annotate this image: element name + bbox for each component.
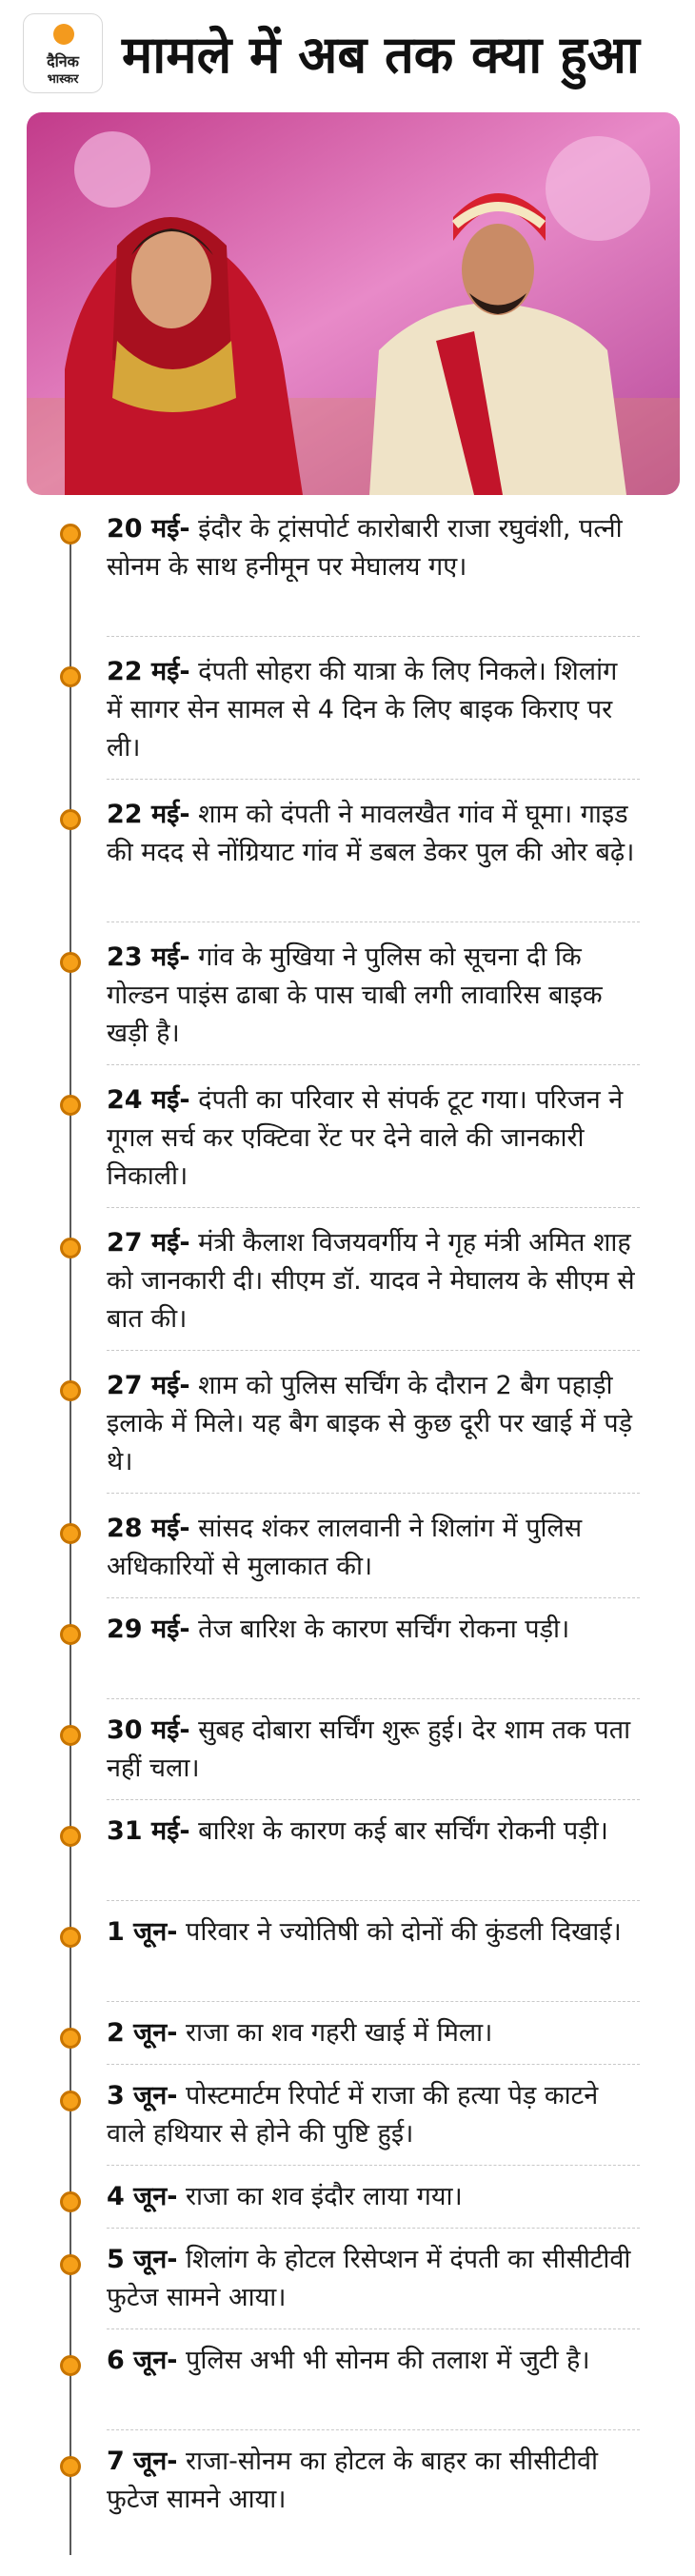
timeline-dot-icon bbox=[60, 1095, 81, 1116]
timeline-line bbox=[70, 537, 71, 2555]
couple-photo bbox=[27, 112, 680, 495]
timeline-dot-icon bbox=[60, 2028, 81, 2049]
sun-icon bbox=[53, 24, 74, 45]
timeline-date: 20 मई- bbox=[107, 514, 190, 544]
timeline-separator bbox=[107, 779, 640, 780]
logo-text-line2: भास्कर bbox=[47, 72, 79, 87]
timeline-dot-icon bbox=[60, 1523, 81, 1544]
timeline-date: 24 मई- bbox=[107, 1085, 190, 1115]
timeline-date: 2 जून- bbox=[107, 2018, 178, 2048]
timeline-dot-icon bbox=[60, 666, 81, 687]
timeline-separator bbox=[107, 2064, 640, 2065]
timeline-text bbox=[107, 1081, 640, 1196]
timeline-description: शिलांग के होटल रिसेप्शन में दंपती का सीसीटीवी फुटेज सामने आया। bbox=[107, 2245, 631, 2312]
timeline-description: राजा का शव गहरी खाई में मिला। bbox=[177, 2018, 493, 2048]
timeline-text bbox=[107, 510, 640, 586]
timeline-text bbox=[107, 2241, 640, 2317]
timeline-description: राजा-सोनम का होटल के बाहर का सीसीटीवी फुटेज सामने आया। bbox=[107, 2447, 599, 2514]
timeline-description: तेज बारिश के कारण सर्चिंग रोकना पड़ी। bbox=[189, 1615, 570, 1644]
timeline-separator bbox=[107, 921, 640, 922]
header bbox=[17, 10, 684, 105]
timeline-text bbox=[107, 1224, 640, 1338]
timeline-dot-icon bbox=[60, 1624, 81, 1645]
timeline-separator bbox=[107, 1207, 640, 1208]
timeline-date: 23 मई- bbox=[107, 942, 190, 972]
timeline-date: 6 जून- bbox=[107, 2346, 178, 2375]
timeline-text bbox=[107, 2342, 640, 2380]
timeline-separator bbox=[107, 2429, 640, 2430]
timeline-date: 7 जून- bbox=[107, 2447, 178, 2476]
timeline-text bbox=[107, 939, 640, 1053]
timeline-description: मंत्री कैलाश विजयवर्गीय ने गृह मंत्री अमित शाह को जानकारी दी। सीएम डॉ. यादव ने मेघालय के सीएम से बात की। bbox=[107, 1228, 635, 1334]
page-title: मामले में अब तक क्या हुआ bbox=[122, 25, 640, 85]
timeline-description: शाम को दंपती ने मावलखैत गांव में घूमा। गाइड की मदद से नोंग्रियाट गांव में डबल डेकर पुल की ओर बढ़े। bbox=[107, 800, 635, 867]
timeline-separator bbox=[107, 1900, 640, 1901]
timeline-description: सांसद शंकर लालवानी ने शिलांग में पुलिस अधिकारियों से मुलाकात की। bbox=[107, 1514, 583, 1581]
timeline-separator bbox=[107, 1799, 640, 1800]
timeline-dot-icon bbox=[60, 1380, 81, 1401]
timeline-text bbox=[107, 1611, 640, 1649]
timeline-separator bbox=[107, 636, 640, 637]
timeline-description: सुबह दोबारा सर्चिंग शुरू हुई। देर शाम तक पता नहीं चला। bbox=[107, 1715, 631, 1783]
timeline-date: 27 मई- bbox=[107, 1228, 190, 1258]
timeline-description: शाम को पुलिस सर्चिंग के दौरान 2 बैग पहाड़ी इलाके में मिले। यह बैग बाइक से कुछ दूरी पर खाई में पड़े थे। bbox=[107, 1371, 633, 1476]
timeline-date: 3 जून- bbox=[107, 2081, 178, 2110]
timeline-separator bbox=[107, 2165, 640, 2166]
timeline-dot-icon bbox=[60, 1238, 81, 1258]
timeline-date: 5 जून- bbox=[107, 2245, 178, 2274]
timeline-dot-icon bbox=[60, 2456, 81, 2477]
dainik-bhaskar-logo bbox=[23, 13, 103, 93]
timeline-date: 31 मई- bbox=[107, 1816, 190, 1846]
timeline-separator bbox=[107, 1350, 640, 1351]
timeline-text bbox=[107, 2077, 640, 2153]
timeline-dot-icon bbox=[60, 1725, 81, 1746]
timeline-date: 4 जून- bbox=[107, 2182, 178, 2211]
timeline-text bbox=[107, 2178, 640, 2216]
timeline-dot-icon bbox=[60, 2355, 81, 2376]
timeline-description: दंपती का परिवार से संपर्क टूट गया। परिजन ने गूगल सर्च कर एक्टिवा रेंट पर देने वाले की जानकारी निकाली। bbox=[107, 1085, 624, 1191]
timeline-dot-icon bbox=[60, 952, 81, 973]
timeline-separator bbox=[107, 1064, 640, 1065]
timeline-separator bbox=[107, 1698, 640, 1699]
timeline-text bbox=[107, 796, 640, 872]
timeline-date: 27 मई- bbox=[107, 1371, 190, 1400]
timeline-description: दंपती सोहरा की यात्रा के लिए निकले। शिलांग में सागर सेन सामल से 4 दिन के लिए बाइक किराए पर ली। bbox=[107, 657, 618, 763]
timeline-dot-icon bbox=[60, 2091, 81, 2111]
timeline-separator bbox=[107, 1597, 640, 1598]
timeline-text bbox=[107, 1913, 640, 1952]
timeline-text bbox=[107, 1367, 640, 1481]
timeline-date: 28 मई- bbox=[107, 1514, 190, 1543]
logo-text-line1: दैनिक bbox=[47, 52, 79, 70]
timeline-date: 30 मई- bbox=[107, 1715, 190, 1745]
timeline-description: राजा का शव इंदौर लाया गया। bbox=[177, 2182, 463, 2211]
timeline-text bbox=[107, 1813, 640, 1851]
timeline-date: 22 मई- bbox=[107, 657, 190, 686]
timeline-description: पोस्टमार्टम रिपोर्ट में राजा की हत्या पेड़ काटने वाले हथियार से होने की पुष्टि हुई। bbox=[107, 2081, 599, 2149]
timeline-text bbox=[107, 2443, 640, 2519]
timeline-description: बारिश के कारण कई बार सर्चिंग रोकनी पड़ी। bbox=[189, 1816, 608, 1846]
timeline-date: 29 मई- bbox=[107, 1615, 190, 1644]
timeline-dot-icon bbox=[60, 2191, 81, 2212]
timeline-description: परिवार ने ज्योतिषी को दोनों की कुंडली दिखाई। bbox=[177, 1917, 622, 1947]
timeline-dot-icon bbox=[60, 1927, 81, 1948]
timeline-text bbox=[107, 1510, 640, 1586]
timeline-text bbox=[107, 2014, 640, 2052]
timeline-dot-icon bbox=[60, 524, 81, 545]
timeline-date: 1 जून- bbox=[107, 1917, 178, 1947]
timeline-description: इंदौर के ट्रांसपोर्ट कारोबारी राजा रघुवंशी, पत्नी सोनम के साथ हनीमून पर मेघालय गए। bbox=[107, 514, 623, 582]
timeline-text bbox=[107, 1712, 640, 1788]
timeline-separator bbox=[107, 1493, 640, 1494]
timeline-description: पुलिस अभी भी सोनम की तलाश में जुटी है। bbox=[177, 2346, 590, 2375]
timeline-separator bbox=[107, 2228, 640, 2229]
timeline-text bbox=[107, 653, 640, 767]
timeline-dot-icon bbox=[60, 2254, 81, 2275]
timeline-dot-icon bbox=[60, 1826, 81, 1847]
timeline-separator bbox=[107, 2001, 640, 2002]
timeline-description: गांव के मुखिया ने पुलिस को सूचना दी कि गोल्डन पाइंस ढाबा के पास चाबी लगी लावारिस बाइक खड़ी है। bbox=[107, 942, 603, 1048]
timeline-separator bbox=[107, 2328, 640, 2329]
timeline-dot-icon bbox=[60, 809, 81, 830]
timeline-date: 22 मई- bbox=[107, 800, 190, 829]
